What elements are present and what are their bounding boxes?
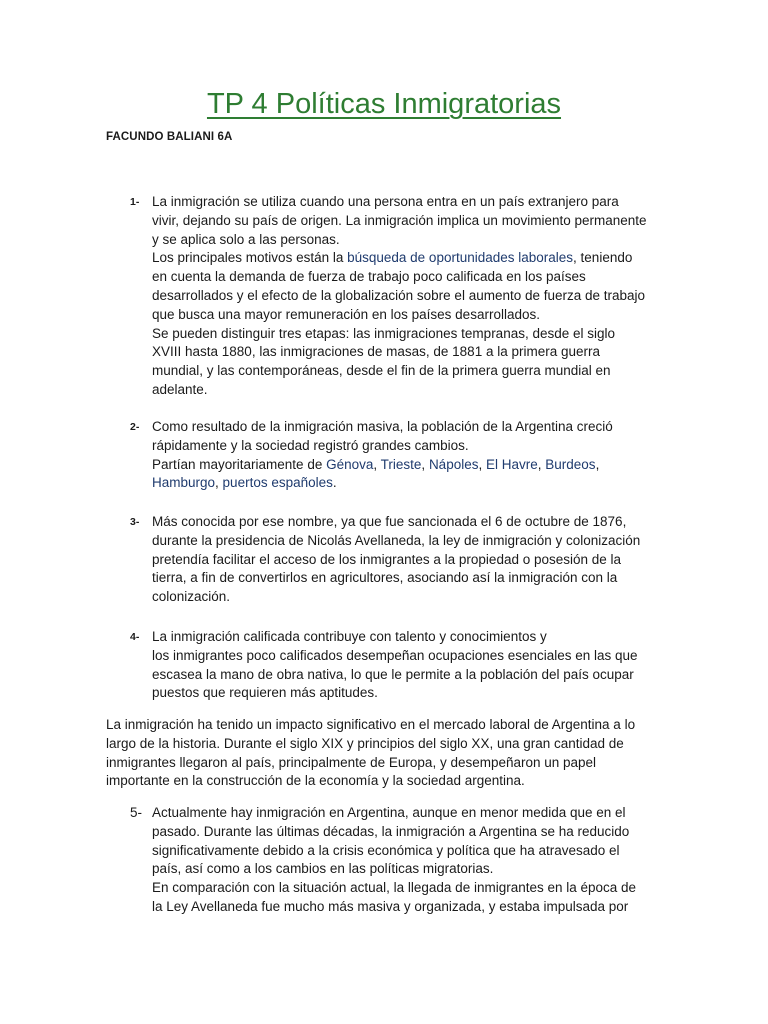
link-puertos-espanoles[interactable]: puertos españoles: [222, 475, 333, 491]
text-span: Los principales motivos están la: [152, 250, 348, 266]
text-line: La inmigración se utiliza cuando una persona entra en un país extranjero para: [152, 194, 619, 209]
text-line: Más conocida por ese nombre, ya que fue sancionada el 6 de octubre de 1876,: [152, 514, 627, 529]
list-item-2: [130, 418, 670, 493]
text-line: Se pueden distinguir tres etapas: las inmigraciones tempranas, desde el siglo: [152, 325, 616, 341]
separator: ,: [373, 456, 381, 472]
text-line: XVIII hasta 1880, las inmigraciones de masas, de 1881 a la primera guerra: [152, 344, 600, 360]
list-number: 2-: [130, 421, 140, 433]
text-line: en cuenta la demanda de fuerza de trabajo poco calificada en los países: [152, 269, 586, 285]
link-el-havre[interactable]: El Havre: [485, 456, 538, 472]
list-item-5: [130, 804, 670, 917]
separator: ,: [537, 456, 546, 472]
link-busqueda-oportunidades[interactable]: búsqueda de oportunidades laborales: [347, 250, 574, 266]
text-span: , teniendo: [573, 250, 633, 266]
link-burdeos[interactable]: Burdeos: [545, 456, 596, 472]
text-line: adelante.: [152, 381, 208, 397]
text-line: inmigrantes llegaron al país, principalmente de Europa, y desempeñaron un papel: [106, 754, 597, 770]
text-line: [152, 474, 670, 493]
list-number: 5-: [130, 805, 143, 820]
text-line: pasado. Durante las últimas décadas, la inmigración a Argentina se ha reducido: [152, 823, 630, 839]
separator: ,: [478, 456, 486, 472]
list-item-4: [130, 628, 670, 703]
text-line: pretendía facilitar el acceso de los inmigrantes a la propiedad o posesión de la: [152, 551, 622, 567]
text-line: desarrollados y el efecto de la globalización sobre el aumento de fuerza de trabajo: [152, 287, 646, 303]
text-line: [152, 456, 670, 475]
text-line: rápidamente y la sociedad registró grandes cambios.: [152, 437, 469, 453]
text-line: La inmigración calificada contribuye con talento y conocimientos y: [152, 629, 547, 644]
text-line: los inmigrantes poco calificados desempeñan ocupaciones esenciales en las que: [152, 647, 638, 663]
separator: ,: [215, 475, 223, 491]
link-hamburgo[interactable]: Hamburgo: [152, 475, 216, 491]
author-line: FACUNDO BALIANI 6A: [106, 131, 233, 143]
text-line: En comparación con la situación actual, la llegada de inmigrantes en la época de: [152, 880, 637, 896]
link-genova[interactable]: Génova: [326, 456, 374, 472]
text-line: importante en la construcción de la economía y la sociedad argentina.: [106, 773, 525, 789]
text-line: durante la presidencia de Nicolás Avellaneda, la ley de inmigración y colonización: [152, 532, 641, 548]
text-line: vivir, dejando su país de origen. La inmigración implica un movimiento permanente: [152, 212, 647, 228]
text-line: largo de la historia. Durante el siglo XIX y principios del siglo XX, una gran cantidad de: [106, 735, 624, 751]
text-line: puestos que requieren más aptitudes.: [152, 685, 378, 701]
text-line: [152, 249, 670, 268]
document-title: TP 4 Políticas Inmigratorias: [206, 88, 562, 120]
text-line: y se aplica solo a las personas.: [152, 231, 340, 247]
period: .: [332, 475, 337, 491]
text-span: Partían mayoritariamente de: [152, 456, 327, 472]
text-line: escasea la mano de obra nativa, lo que le permite a la población del país ocupar: [152, 666, 634, 682]
body-paragraph: [106, 716, 666, 791]
list-number: 1-: [130, 196, 140, 208]
text-line: colonización.: [152, 589, 231, 605]
text-line: la Ley Avellaneda fue mucho más masiva y organizada, y estaba impulsada por: [152, 898, 629, 914]
text-line: que busca una mayor remuneración en los países desarrollados.: [152, 306, 540, 322]
text-line: país, así como a los cambios en las políticas migratorias.: [152, 861, 494, 877]
list-item-1: [130, 193, 670, 400]
text-line: significativamente debido a la crisis económica y política que ha atravesado el: [152, 842, 620, 858]
text-line: mundial, y las contemporáneas, desde el fin de la primera guerra mundial en: [152, 363, 611, 379]
separator: ,: [421, 456, 429, 472]
separator: ,: [595, 456, 600, 472]
text-line: Actualmente hay inmigración en Argentina, aunque en menor medida que en el: [152, 805, 626, 820]
link-napoles[interactable]: Nápoles: [428, 456, 479, 472]
text-line: tierra, a fin de convertirlos en agricultores, asociando así la inmigración con la: [152, 570, 618, 586]
list-number: 3-: [130, 516, 140, 528]
link-trieste[interactable]: Trieste: [380, 456, 422, 472]
text-line: La inmigración ha tenido un impacto significativo en el mercado laboral de Argentina a lo: [106, 717, 636, 732]
text-line: Como resultado de la inmigración masiva, la población de la Argentina creció: [152, 419, 613, 434]
list-number: 4-: [130, 631, 140, 643]
list-item-3: [130, 513, 670, 607]
